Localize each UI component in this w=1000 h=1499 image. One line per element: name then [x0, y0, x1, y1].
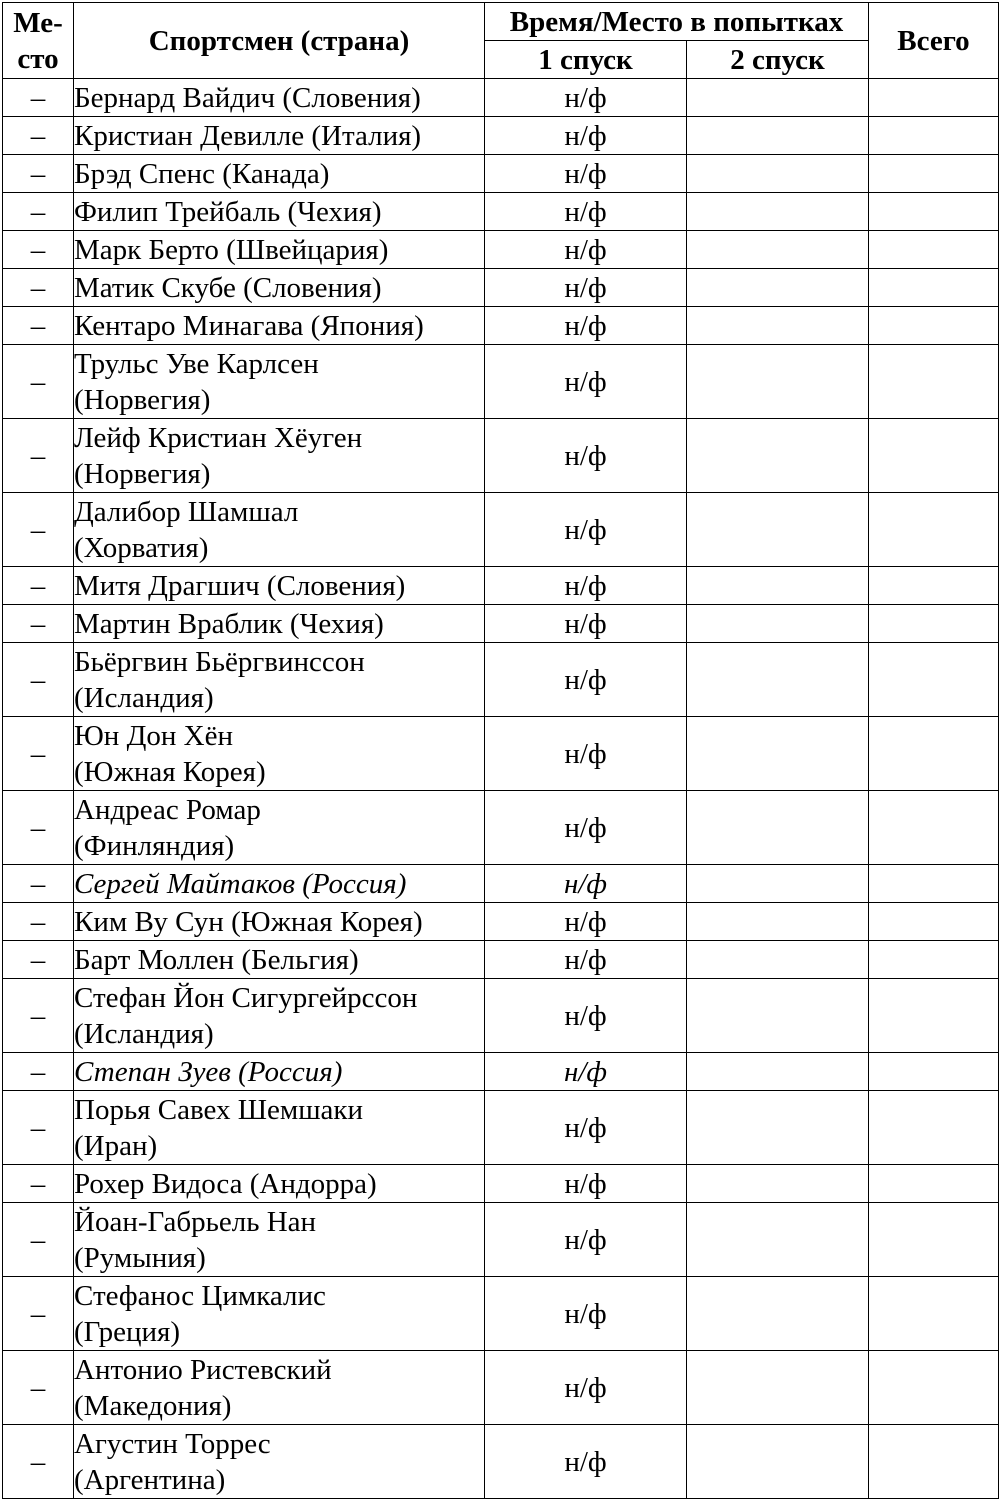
athlete-name-line: Бернард Вайдич (Словения) [74, 81, 421, 114]
table-row [3, 307, 999, 345]
row-place: – [3, 1351, 74, 1425]
row-run2 [687, 865, 869, 903]
row-place: – [3, 345, 74, 419]
table-row [3, 1203, 999, 1277]
row-run2 [687, 269, 869, 307]
row-total [869, 1091, 999, 1165]
header-place-line-1: Ме- [13, 6, 63, 39]
row-run1: н/ф [485, 643, 687, 717]
athlete-name-line: Андреас Ромар [74, 793, 261, 826]
row-run2 [687, 979, 869, 1053]
row-place: – [3, 269, 74, 307]
row-total [869, 345, 999, 419]
row-total [869, 1053, 999, 1091]
row-run1: н/ф [485, 155, 687, 193]
row-total [869, 1277, 999, 1351]
row-total [869, 307, 999, 345]
row-place: – [3, 419, 74, 493]
athlete-name-line: (Иран) [74, 1129, 158, 1162]
row-total [869, 1351, 999, 1425]
row-run1: н/ф [485, 865, 687, 903]
row-total [869, 643, 999, 717]
row-total [869, 193, 999, 231]
row-run1: н/ф [485, 117, 687, 155]
row-athlete [74, 269, 485, 307]
athlete-name-line: Трульс Уве Карлсен [74, 347, 319, 380]
row-total [869, 865, 999, 903]
row-place: – [3, 1277, 74, 1351]
row-run2 [687, 605, 869, 643]
athlete-name-line: Йоан-Габрьель Нан [74, 1205, 317, 1238]
header-run2: 2 спуск [687, 41, 869, 79]
row-run2 [687, 1165, 869, 1203]
row-run2 [687, 1277, 869, 1351]
athlete-name-line: Филип Трейбаль (Чехия) [74, 195, 382, 228]
athlete-name-line: (Аргентина) [74, 1463, 226, 1496]
row-run1: н/ф [485, 493, 687, 567]
row-place: – [3, 717, 74, 791]
table-row [3, 345, 999, 419]
header-run1: 1 спуск [485, 41, 687, 79]
row-athlete [74, 979, 485, 1053]
row-place: – [3, 643, 74, 717]
athlete-name-line: Кентаро Минагава (Япония) [74, 309, 424, 342]
row-place: – [3, 865, 74, 903]
row-total [869, 1203, 999, 1277]
row-run1: н/ф [485, 1351, 687, 1425]
row-athlete [74, 155, 485, 193]
row-place: – [3, 493, 74, 567]
athlete-name-line: Стефан Йон Сигургейрссон [74, 981, 418, 1014]
table-row [3, 419, 999, 493]
row-run2 [687, 903, 869, 941]
row-total [869, 941, 999, 979]
header-place [3, 3, 74, 79]
row-place: – [3, 605, 74, 643]
row-total [869, 717, 999, 791]
athlete-name-line: Митя Драгшич (Словения) [74, 569, 406, 602]
athlete-name-line: Далибор Шамшал [74, 495, 299, 528]
athlete-name-line: Ким Ву Сун (Южная Корея) [74, 905, 423, 938]
table-row [3, 1425, 999, 1499]
row-run2 [687, 1091, 869, 1165]
athlete-name-line: (Норвегия) [74, 383, 211, 416]
athlete-name-line: (Норвегия) [74, 457, 211, 490]
row-run1: н/ф [485, 79, 687, 117]
row-run1: н/ф [485, 1203, 687, 1277]
header-place-line-2: сто [17, 42, 59, 75]
row-run1: н/ф [485, 1277, 687, 1351]
table-row [3, 903, 999, 941]
row-athlete [74, 307, 485, 345]
row-run1: н/ф [485, 231, 687, 269]
row-athlete [74, 567, 485, 605]
row-athlete [74, 1203, 485, 1277]
athlete-name-line: Брэд Спенс (Канада) [74, 157, 330, 190]
row-athlete [74, 791, 485, 865]
table-row [3, 1277, 999, 1351]
row-place: – [3, 791, 74, 865]
table-row [3, 717, 999, 791]
athlete-name-line: Барт Моллен (Бельгия) [74, 943, 359, 976]
row-place: – [3, 979, 74, 1053]
row-run1: н/ф [485, 605, 687, 643]
table-row [3, 193, 999, 231]
row-run2 [687, 307, 869, 345]
row-place: – [3, 567, 74, 605]
row-run2 [687, 717, 869, 791]
row-athlete [74, 117, 485, 155]
row-run2 [687, 791, 869, 865]
athlete-name-line: Рохер Видоса (Андорра) [74, 1167, 377, 1200]
row-run2 [687, 1203, 869, 1277]
athlete-name-line: Матик Скубе (Словения) [74, 271, 382, 304]
row-total [869, 903, 999, 941]
row-athlete [74, 231, 485, 269]
row-total [869, 979, 999, 1053]
table-row [3, 117, 999, 155]
athlete-name-line: (Хорватия) [74, 531, 209, 564]
row-athlete [74, 941, 485, 979]
header-athlete: Спортсмен (страна) [74, 3, 485, 79]
table-row [3, 1053, 999, 1091]
athlete-name-line: (Румыния) [74, 1241, 206, 1274]
row-place: – [3, 307, 74, 345]
row-athlete [74, 1165, 485, 1203]
row-total [869, 269, 999, 307]
row-athlete [74, 1425, 485, 1499]
row-total [869, 419, 999, 493]
row-run2 [687, 567, 869, 605]
row-athlete [74, 1351, 485, 1425]
row-athlete [74, 345, 485, 419]
row-run2 [687, 419, 869, 493]
row-run1: н/ф [485, 717, 687, 791]
row-run2 [687, 155, 869, 193]
table-row [3, 269, 999, 307]
row-run1: н/ф [485, 791, 687, 865]
table-row [3, 155, 999, 193]
row-place: – [3, 193, 74, 231]
table-row [3, 791, 999, 865]
row-place: – [3, 1165, 74, 1203]
row-place: – [3, 1053, 74, 1091]
row-run1: н/ф [485, 1425, 687, 1499]
row-run1: н/ф [485, 345, 687, 419]
row-place: – [3, 1091, 74, 1165]
header-total: Всего [869, 3, 999, 79]
athlete-name-line: (Исландия) [74, 1017, 214, 1050]
row-athlete [74, 865, 485, 903]
table-row [3, 643, 999, 717]
table-body [3, 79, 999, 1499]
row-run1: н/ф [485, 1165, 687, 1203]
row-athlete [74, 1091, 485, 1165]
row-run2 [687, 79, 869, 117]
row-place: – [3, 117, 74, 155]
row-run1: н/ф [485, 419, 687, 493]
row-run1: н/ф [485, 567, 687, 605]
row-athlete [74, 1277, 485, 1351]
table-row [3, 493, 999, 567]
athlete-name-line: Степан Зуев (Россия) [74, 1055, 343, 1088]
row-place: – [3, 79, 74, 117]
row-run1: н/ф [485, 1053, 687, 1091]
athlete-name-line: Антонио Ристевский [74, 1353, 332, 1386]
table-row [3, 1091, 999, 1165]
row-run2 [687, 1351, 869, 1425]
row-run2 [687, 1425, 869, 1499]
athlete-name-line: Лейф Кристиан Хёуген [74, 421, 363, 454]
row-run1: н/ф [485, 979, 687, 1053]
row-run1: н/ф [485, 941, 687, 979]
athlete-name-line: (Македония) [74, 1389, 232, 1422]
row-run2 [687, 1053, 869, 1091]
row-place: – [3, 1425, 74, 1499]
row-total [869, 1425, 999, 1499]
table-row [3, 865, 999, 903]
row-run2 [687, 941, 869, 979]
row-athlete [74, 79, 485, 117]
row-run2 [687, 345, 869, 419]
row-athlete [74, 193, 485, 231]
row-total [869, 493, 999, 567]
table-row [3, 941, 999, 979]
table-row [3, 231, 999, 269]
row-run2 [687, 117, 869, 155]
row-total [869, 79, 999, 117]
athlete-name-line: Юн Дон Хён [74, 719, 233, 752]
row-athlete [74, 605, 485, 643]
athlete-name-line: Марк Берто (Швейцария) [74, 233, 389, 266]
row-run2 [687, 193, 869, 231]
row-total [869, 791, 999, 865]
athlete-name-line: (Южная Корея) [74, 755, 266, 788]
row-run1: н/ф [485, 193, 687, 231]
row-place: – [3, 903, 74, 941]
table-row [3, 1165, 999, 1203]
row-total [869, 231, 999, 269]
row-athlete [74, 493, 485, 567]
results-table [2, 2, 999, 1499]
athlete-name-line: (Финляндия) [74, 829, 235, 862]
row-athlete [74, 903, 485, 941]
row-place: – [3, 941, 74, 979]
row-total [869, 155, 999, 193]
table-row [3, 605, 999, 643]
row-athlete [74, 1053, 485, 1091]
athlete-name-line: Мартин Враблик (Чехия) [74, 607, 384, 640]
athlete-name-line: Стефанос Цимкалис [74, 1279, 326, 1312]
row-athlete [74, 419, 485, 493]
row-total [869, 117, 999, 155]
header-runs-group: Время/Место в попытках [485, 3, 869, 41]
row-place: – [3, 155, 74, 193]
athlete-name-line: (Исландия) [74, 681, 214, 714]
table-row [3, 979, 999, 1053]
row-place: – [3, 231, 74, 269]
athlete-name-line: Бьёргвин Бьёргвинссон [74, 645, 365, 678]
row-run2 [687, 493, 869, 567]
row-athlete [74, 643, 485, 717]
row-total [869, 605, 999, 643]
row-total [869, 1165, 999, 1203]
table-row [3, 1351, 999, 1425]
athlete-name-line: Сергей Майтаков (Россия) [74, 867, 407, 900]
athlete-name-line: Агустин Торрес [74, 1427, 271, 1460]
athlete-name-line: (Греция) [74, 1315, 181, 1348]
row-run2 [687, 643, 869, 717]
row-run2 [687, 231, 869, 269]
row-athlete [74, 717, 485, 791]
table-row [3, 567, 999, 605]
athlete-name-line: Кристиан Девилле (Италия) [74, 119, 422, 152]
row-place: – [3, 1203, 74, 1277]
table-header [3, 3, 999, 79]
row-run1: н/ф [485, 307, 687, 345]
row-run1: н/ф [485, 269, 687, 307]
row-run1: н/ф [485, 1091, 687, 1165]
row-run1: н/ф [485, 903, 687, 941]
row-total [869, 567, 999, 605]
table-row [3, 79, 999, 117]
athlete-name-line: Порья Савех Шемшаки [74, 1093, 364, 1126]
